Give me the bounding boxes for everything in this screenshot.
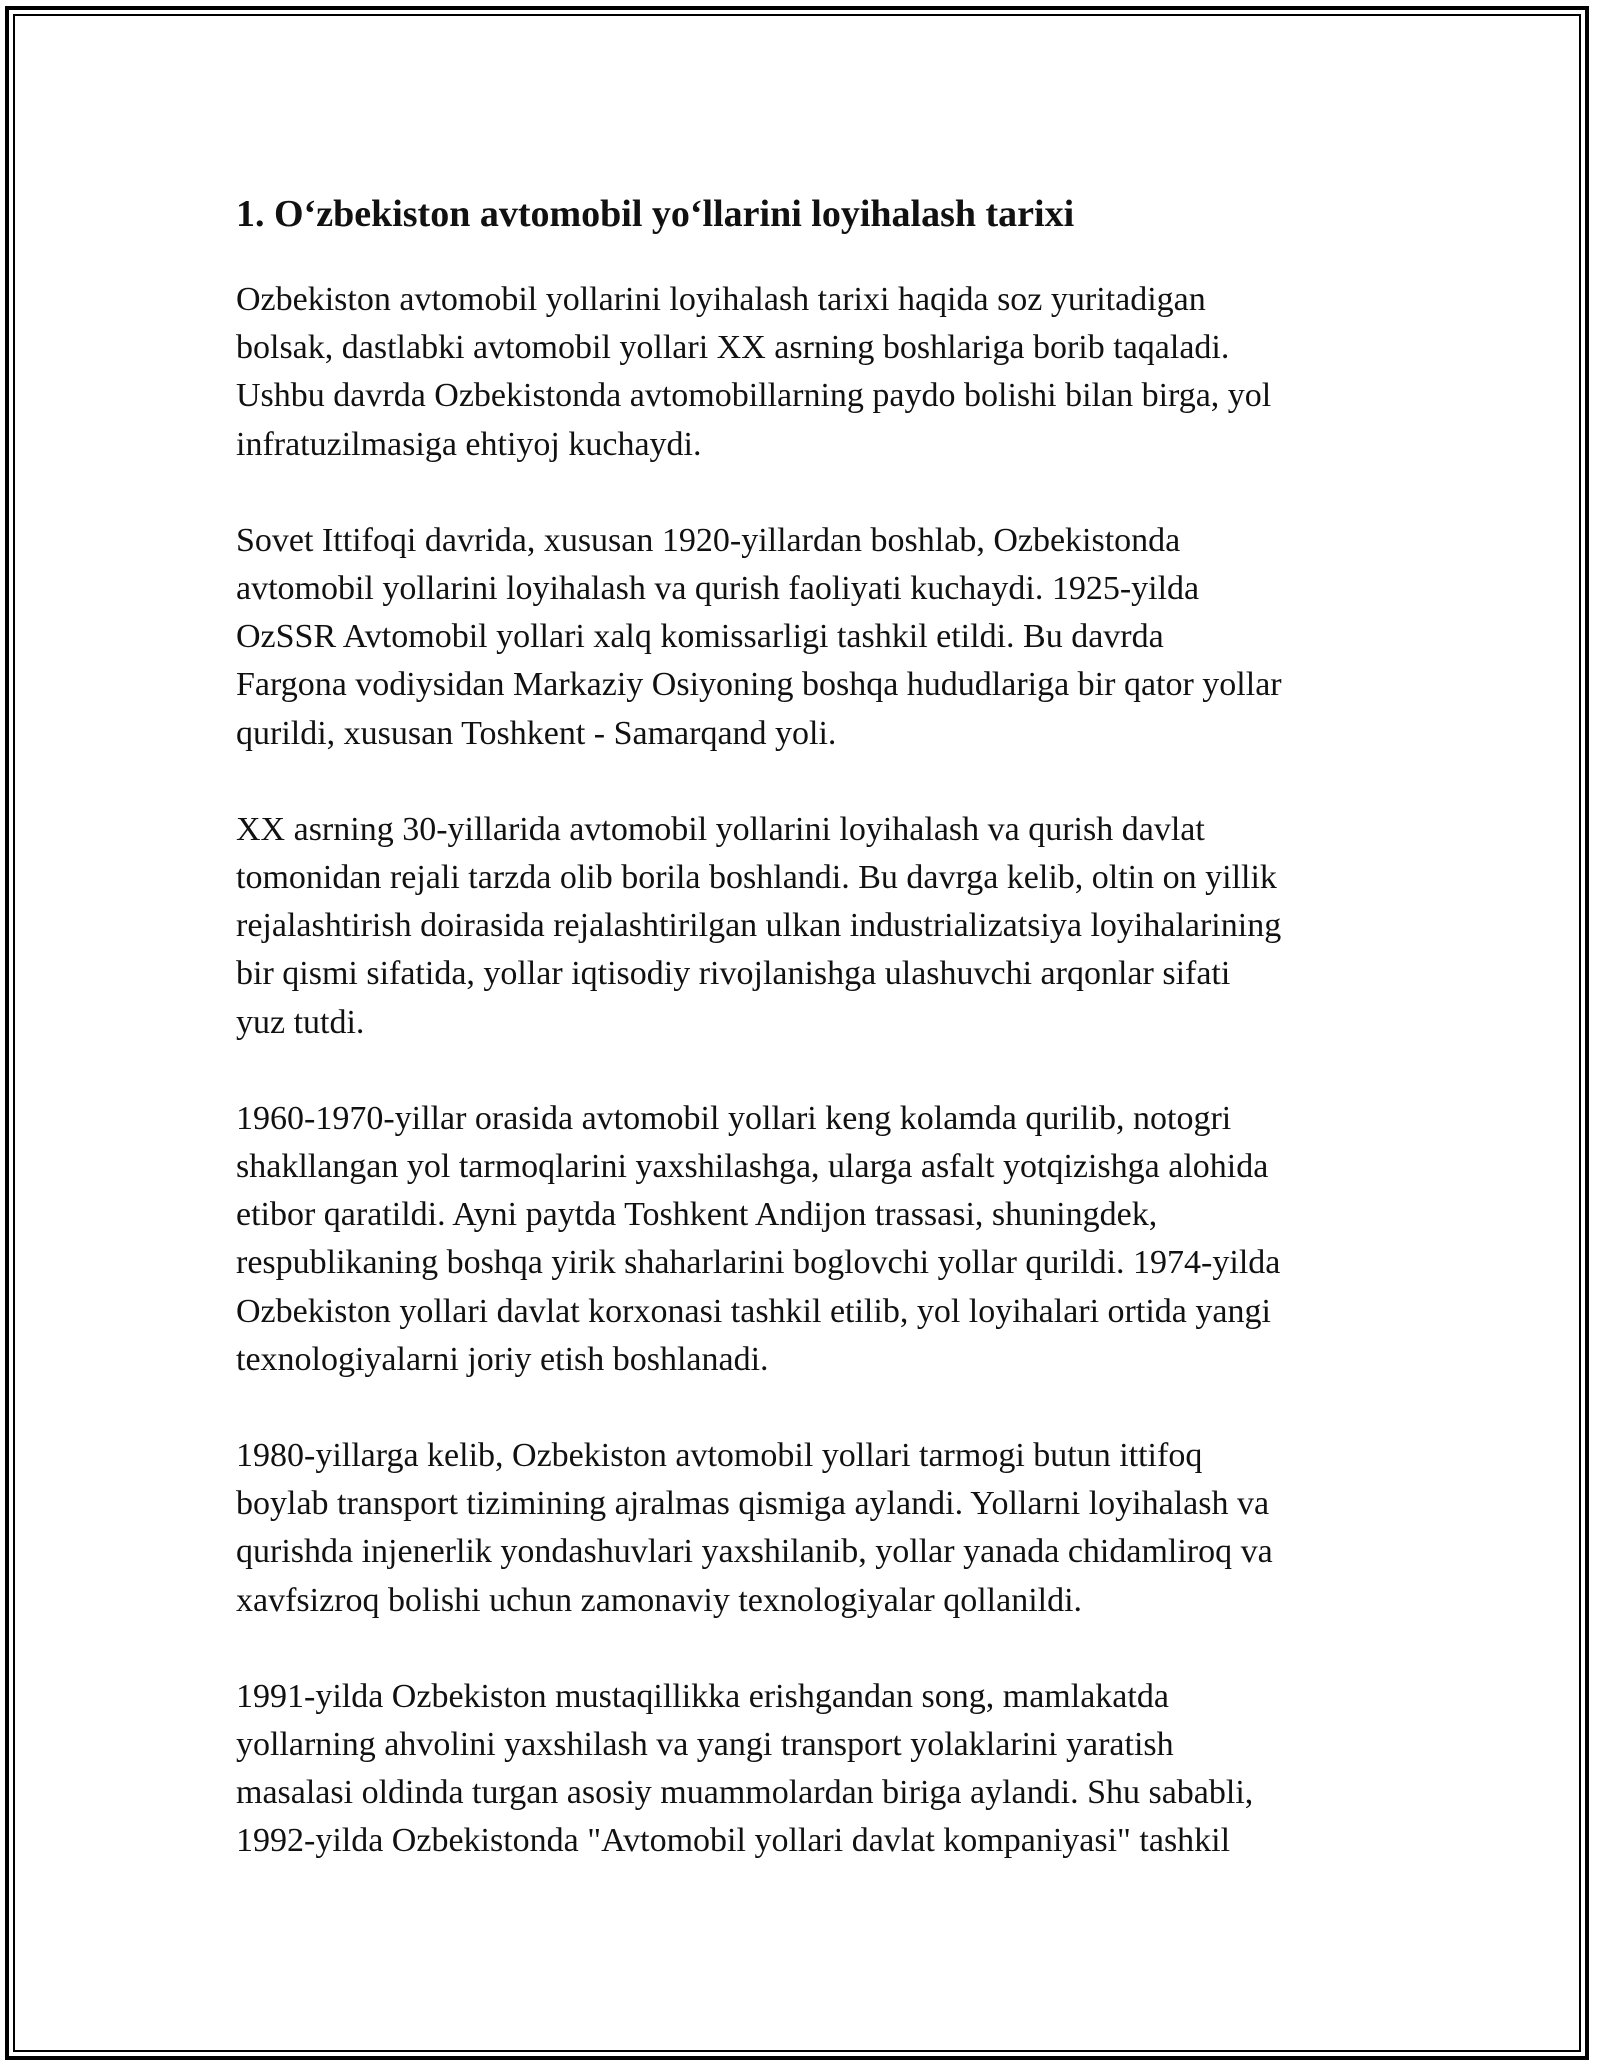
section-heading: 1. O‘zbekiston avtomobil yo‘llarini loyihalash tarixi (236, 193, 1075, 235)
paragraph-3: XX asrning 30-yillarida avtomobil yollarini loyihalash va qurish davlat tomonidan rejali tarzda olib borila boshlandi. Bu davrga kelib, oltin on yillik rejalashtirish doirasida rejalashtirilgan ulkan industrializatsiya loyihalarining bir qismi sifatida, yollar iqtisodiy rivojlanishga ulashuvchi arqonlar sifati yuz tutdi. (236, 810, 1282, 1041)
paragraph-1: Ozbekiston avtomobil yollarini loyihalash tarixi haqida soz yuritadigan bolsak, dastlabki avtomobil yollari XX asrning boshlariga borib taqaladi. Ushbu davrda Ozbekistonda avtomobillarning paydo bolishi bilan birga, yol infratuzilmasiga ehtiyoj kuchaydi. (236, 281, 1272, 463)
document-body (236, 188, 1386, 1914)
paragraph-5: 1980-yillarga kelib, Ozbekiston avtomobil yollari tarmogi butun ittifoq boylab transport tizimining ajralmas qismiga aylandi. Yollarni loyihalash va qurishda injenerlik yondashuvlari yaxshilanib, yollar yanada chidamliroq va xavfsizroq bolishi uchun zamonaviy texnologiyalar qollanildi. (236, 1437, 1273, 1619)
paragraph-6: 1991-yilda Ozbekiston mustaqillikka erishgandan song, mamlakatda yollarning ahvolini yaxshilash va yangi transport yolaklarini yaratish masalasi oldinda turgan asosiy muammolardan biriga aylandi. Shu sababli, 1992-yilda Ozbekistonda "Avtomobil yollari davlat kompaniyasi" tashkil (236, 1677, 1254, 1860)
paragraph-4: 1960-1970-yillar orasida avtomobil yollari keng kolamda qurilib, notogri shakllangan yol tarmoqlarini yaxshilashga, ularga asfalt yotqizishga alohida etibor qaratildi. Ayni paytda Toshkent Andijon trassasi, shuningdek, respublikaning boshqa yirik shaharlarini boglovchi yollar qurildi. 1974-yilda Ozbekiston yollari davlat korxonasi tashkil etilib, yol loyihalari ortida yangi texnologiyalarni joriy etish boshlanadi. (236, 1099, 1281, 1378)
paragraph-2: Sovet Ittifoqi davrida, xususan 1920-yillardan boshlab, Ozbekistonda avtomobil yollarini loyihalash va qurish faoliyati kuchaydi. 1925-yilda OzSSR Avtomobil yollari xalq komissarligi tashkil etildi. Bu davrda Fargona vodiysidan Markaziy Osiyoning boshqa hududlariga bir qator yollar qurildi, xususan Toshkent - Samarqand yoli. (236, 521, 1282, 752)
